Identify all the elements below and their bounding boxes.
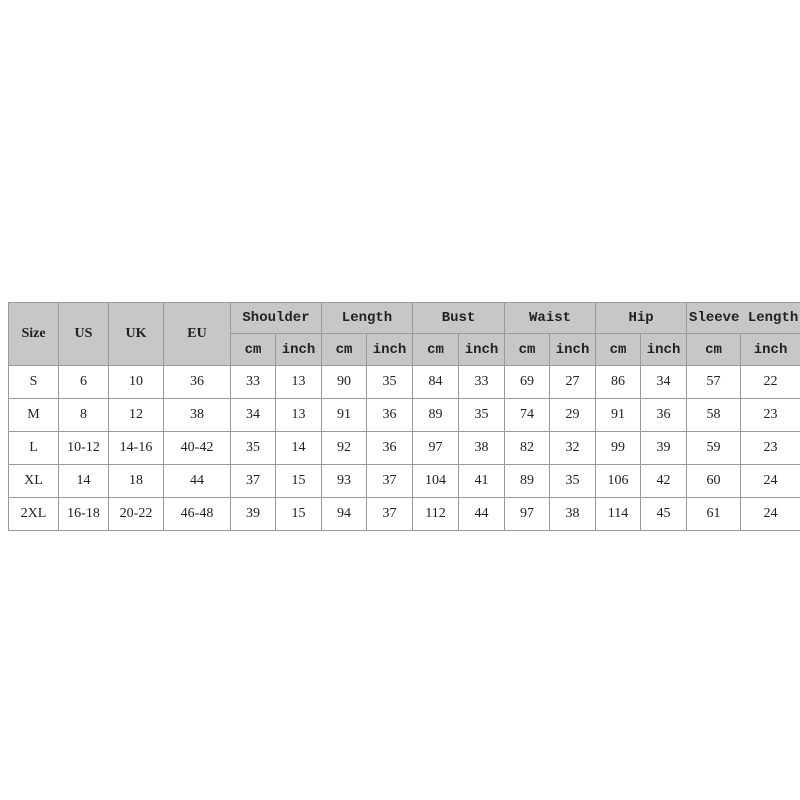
cell-shoulder-inch: 15 — [276, 498, 322, 531]
cell-waist-cm: 89 — [505, 465, 550, 498]
cell-waist-inch: 27 — [550, 366, 596, 399]
cell-length-inch: 36 — [367, 399, 413, 432]
unit-cm: cm — [231, 334, 276, 366]
header-uk: UK — [109, 303, 164, 366]
cell-waist-cm: 74 — [505, 399, 550, 432]
cell-shoulder-cm: 37 — [231, 465, 276, 498]
cell-length-cm: 93 — [322, 465, 367, 498]
cell-uk: 18 — [109, 465, 164, 498]
cell-size: 2XL — [9, 498, 59, 531]
cell-sleeve-inch: 23 — [741, 432, 800, 465]
cell-shoulder-inch: 13 — [276, 366, 322, 399]
cell-eu: 46-48 — [164, 498, 231, 531]
cell-sleeve-inch: 23 — [741, 399, 800, 432]
cell-length-cm: 91 — [322, 399, 367, 432]
unit-inch: inch — [367, 334, 413, 366]
header-shoulder: Shoulder — [231, 303, 322, 334]
cell-sleeve-cm: 61 — [687, 498, 741, 531]
cell-uk: 10 — [109, 366, 164, 399]
unit-inch: inch — [550, 334, 596, 366]
cell-length-inch: 36 — [367, 432, 413, 465]
cell-length-cm: 94 — [322, 498, 367, 531]
cell-length-inch: 37 — [367, 465, 413, 498]
size-chart-table — [8, 302, 800, 531]
cell-eu: 38 — [164, 399, 231, 432]
cell-shoulder-inch: 15 — [276, 465, 322, 498]
cell-sleeve-cm: 57 — [687, 366, 741, 399]
cell-shoulder-inch: 14 — [276, 432, 322, 465]
cell-bust-cm: 104 — [413, 465, 459, 498]
cell-hip-inch: 45 — [641, 498, 687, 531]
cell-shoulder-cm: 33 — [231, 366, 276, 399]
cell-length-cm: 90 — [322, 366, 367, 399]
cell-sleeve-inch: 24 — [741, 498, 800, 531]
unit-inch: inch — [276, 334, 322, 366]
cell-eu: 36 — [164, 366, 231, 399]
unit-cm: cm — [413, 334, 459, 366]
cell-waist-inch: 35 — [550, 465, 596, 498]
cell-shoulder-inch: 13 — [276, 399, 322, 432]
cell-shoulder-cm: 39 — [231, 498, 276, 531]
cell-uk: 12 — [109, 399, 164, 432]
unit-cm: cm — [322, 334, 367, 366]
cell-waist-inch: 32 — [550, 432, 596, 465]
cell-bust-inch: 38 — [459, 432, 505, 465]
cell-length-inch: 37 — [367, 498, 413, 531]
header-waist: Waist — [505, 303, 596, 334]
cell-bust-cm: 112 — [413, 498, 459, 531]
table-row — [9, 399, 800, 432]
cell-bust-inch: 44 — [459, 498, 505, 531]
cell-size: L — [9, 432, 59, 465]
unit-cm: cm — [505, 334, 550, 366]
cell-bust-inch: 33 — [459, 366, 505, 399]
table-row — [9, 432, 800, 465]
cell-eu: 40-42 — [164, 432, 231, 465]
cell-us: 14 — [59, 465, 109, 498]
unit-inch: inch — [459, 334, 505, 366]
cell-sleeve-cm: 60 — [687, 465, 741, 498]
cell-sleeve-cm: 59 — [687, 432, 741, 465]
cell-waist-inch: 29 — [550, 399, 596, 432]
cell-hip-inch: 39 — [641, 432, 687, 465]
size-chart — [8, 302, 800, 532]
cell-hip-cm: 86 — [596, 366, 641, 399]
cell-bust-inch: 41 — [459, 465, 505, 498]
cell-bust-cm: 89 — [413, 399, 459, 432]
unit-cm: cm — [596, 334, 641, 366]
cell-hip-cm: 114 — [596, 498, 641, 531]
unit-inch: inch — [641, 334, 687, 366]
cell-waist-cm: 69 — [505, 366, 550, 399]
cell-us: 6 — [59, 366, 109, 399]
header-sleeve-length: Sleeve Length — [687, 303, 800, 334]
cell-us: 10-12 — [59, 432, 109, 465]
cell-hip-cm: 99 — [596, 432, 641, 465]
cell-length-inch: 35 — [367, 366, 413, 399]
cell-hip-inch: 36 — [641, 399, 687, 432]
unit-inch: inch — [741, 334, 800, 366]
cell-waist-cm: 82 — [505, 432, 550, 465]
cell-eu: 44 — [164, 465, 231, 498]
cell-uk: 14-16 — [109, 432, 164, 465]
cell-hip-cm: 91 — [596, 399, 641, 432]
cell-sleeve-inch: 22 — [741, 366, 800, 399]
cell-bust-inch: 35 — [459, 399, 505, 432]
cell-size: M — [9, 399, 59, 432]
cell-hip-inch: 34 — [641, 366, 687, 399]
cell-sleeve-cm: 58 — [687, 399, 741, 432]
cell-hip-cm: 106 — [596, 465, 641, 498]
header-bust: Bust — [413, 303, 505, 334]
cell-bust-cm: 84 — [413, 366, 459, 399]
header-hip: Hip — [596, 303, 687, 334]
header-length: Length — [322, 303, 413, 334]
header-size: Size — [9, 303, 59, 366]
cell-hip-inch: 42 — [641, 465, 687, 498]
cell-waist-inch: 38 — [550, 498, 596, 531]
cell-sleeve-inch: 24 — [741, 465, 800, 498]
cell-us: 8 — [59, 399, 109, 432]
cell-size: XL — [9, 465, 59, 498]
cell-length-cm: 92 — [322, 432, 367, 465]
table-row — [9, 366, 800, 399]
cell-bust-cm: 97 — [413, 432, 459, 465]
header-eu: EU — [164, 303, 231, 366]
table-row — [9, 465, 800, 498]
table-row — [9, 498, 800, 531]
cell-us: 16-18 — [59, 498, 109, 531]
unit-cm: cm — [687, 334, 741, 366]
cell-shoulder-cm: 35 — [231, 432, 276, 465]
header-us: US — [59, 303, 109, 366]
cell-uk: 20-22 — [109, 498, 164, 531]
cell-shoulder-cm: 34 — [231, 399, 276, 432]
cell-waist-cm: 97 — [505, 498, 550, 531]
cell-size: S — [9, 366, 59, 399]
